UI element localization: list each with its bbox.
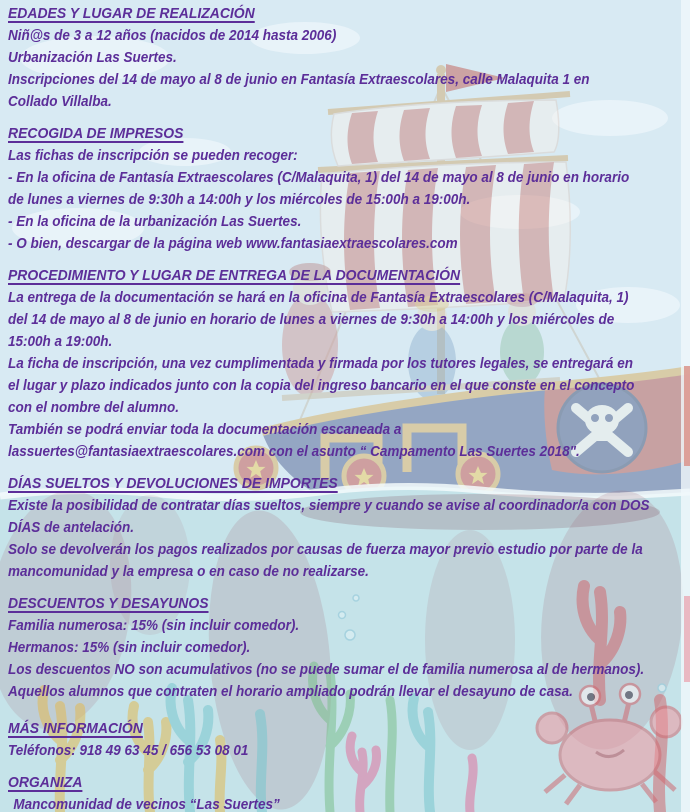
phone-numbers-line: Teléfonos: 918 49 63 45 / 656 53 08 01	[8, 742, 249, 759]
text-line: La ficha de inscripción, una vez cumplimentada y firmada por los tutores legales, se entregará en	[8, 355, 633, 372]
text-line: Las fichas de inscripción se pueden recoger:	[8, 147, 298, 164]
section-mas-informacion	[8, 718, 690, 762]
text-line: del 14 de mayo al 8 de junio en horario de lunes a viernes de 9:30h a 14:00h y los miércoles de	[8, 311, 615, 328]
text-line: DÍAS de antelación.	[8, 519, 135, 536]
text-line: el lugar y plazo indicados junto con la copia del ingreso bancario en el que conste en el concepto	[8, 377, 635, 394]
heading-procedimiento: PROCEDIMIENTO Y LUGAR DE ENTREGA DE LA DOCUMENTACIÓN	[8, 267, 461, 284]
section-dias-sueltos	[8, 473, 690, 583]
organizer-line: Mancomunidad de vecinos “Las Suertes”	[13, 796, 280, 812]
heading-dias-sueltos: DÍAS SUELTOS Y DEVOLUCIONES DE IMPORTES	[8, 475, 338, 492]
text-line: Urbanización Las Suertes.	[8, 49, 177, 66]
text-line: - En la oficina de Fantasía Extraescolares (C/Malaquita, 1) del 14 de mayo al 8 de junio en horario	[8, 169, 630, 186]
text-line: Existe la posibilidad de contratar días sueltos, siempre y cuando se avise al coordinador/a con DOS	[8, 497, 650, 514]
heading-organiza: ORGANIZA	[8, 774, 83, 791]
heading-mas-informacion: MÁS INFORMACIÓN	[8, 720, 143, 737]
text-line: La entrega de la documentación se hará en la oficina de Fantasía Extraescolares (C/Malaquita, 1)	[8, 289, 629, 306]
heading-recogida: RECOGIDA DE IMPRESOS	[8, 125, 184, 142]
text-line: mancomunidad y la empresa o en caso de no realizarse.	[8, 563, 369, 580]
section-recogida	[8, 123, 690, 255]
text-line: También se podrá enviar toda la documentación escaneada a	[8, 421, 402, 438]
email-line: lassuertes@fantasiaextraescolares.com con el asunto “ Campamento Las Suertes 2018".	[8, 443, 580, 460]
text-line: Hermanos: 15% (sin incluir comedor).	[8, 639, 251, 656]
section-edades	[8, 3, 690, 113]
text-line: Collado Villalba.	[8, 93, 112, 110]
text-line: de lunes a viernes de 9:30h a 14:00h y los miércoles de 15:00h a 19:00h.	[8, 191, 471, 208]
heading-edades: EDADES Y LUGAR DE REALIZACIÓN	[8, 5, 255, 22]
section-procedimiento	[8, 265, 690, 463]
text-line: Solo se devolverán los pagos realizados por causas de fuerza mayor previo estudio por parte de la	[8, 541, 643, 558]
text-line: Niñ@s de 3 a 12 años (nacidos de 2014 hasta 2006)	[8, 27, 337, 44]
text-line: Familia numerosa: 15% (sin incluir comedor).	[8, 617, 300, 634]
text-line: Inscripciones del 14 de mayo al 8 de junio en Fantasía Extraescolares, calle Malaquita 1 en	[8, 71, 590, 88]
text-line: con el nombre del alumno.	[8, 399, 180, 416]
website-line: - O bien, descargar de la página web www.fantasiaextraescolares.com	[8, 235, 458, 252]
section-descuentos	[8, 593, 690, 703]
section-organiza	[8, 772, 690, 812]
heading-descuentos: DESCUENTOS Y DESAYUNOS	[8, 595, 209, 612]
text-line: Los descuentos NO son acumulativos (no se puede sumar el de familia numerosa al de hermanos).	[8, 661, 645, 678]
text-line: - En la oficina de la urbanización Las Suertes.	[8, 213, 302, 230]
text-line: 15:00h a 19:00h.	[8, 333, 113, 350]
text-line: Aquellos alumnos que contraten el horario ampliado podrán llevar el desayuno de casa.	[8, 683, 573, 700]
